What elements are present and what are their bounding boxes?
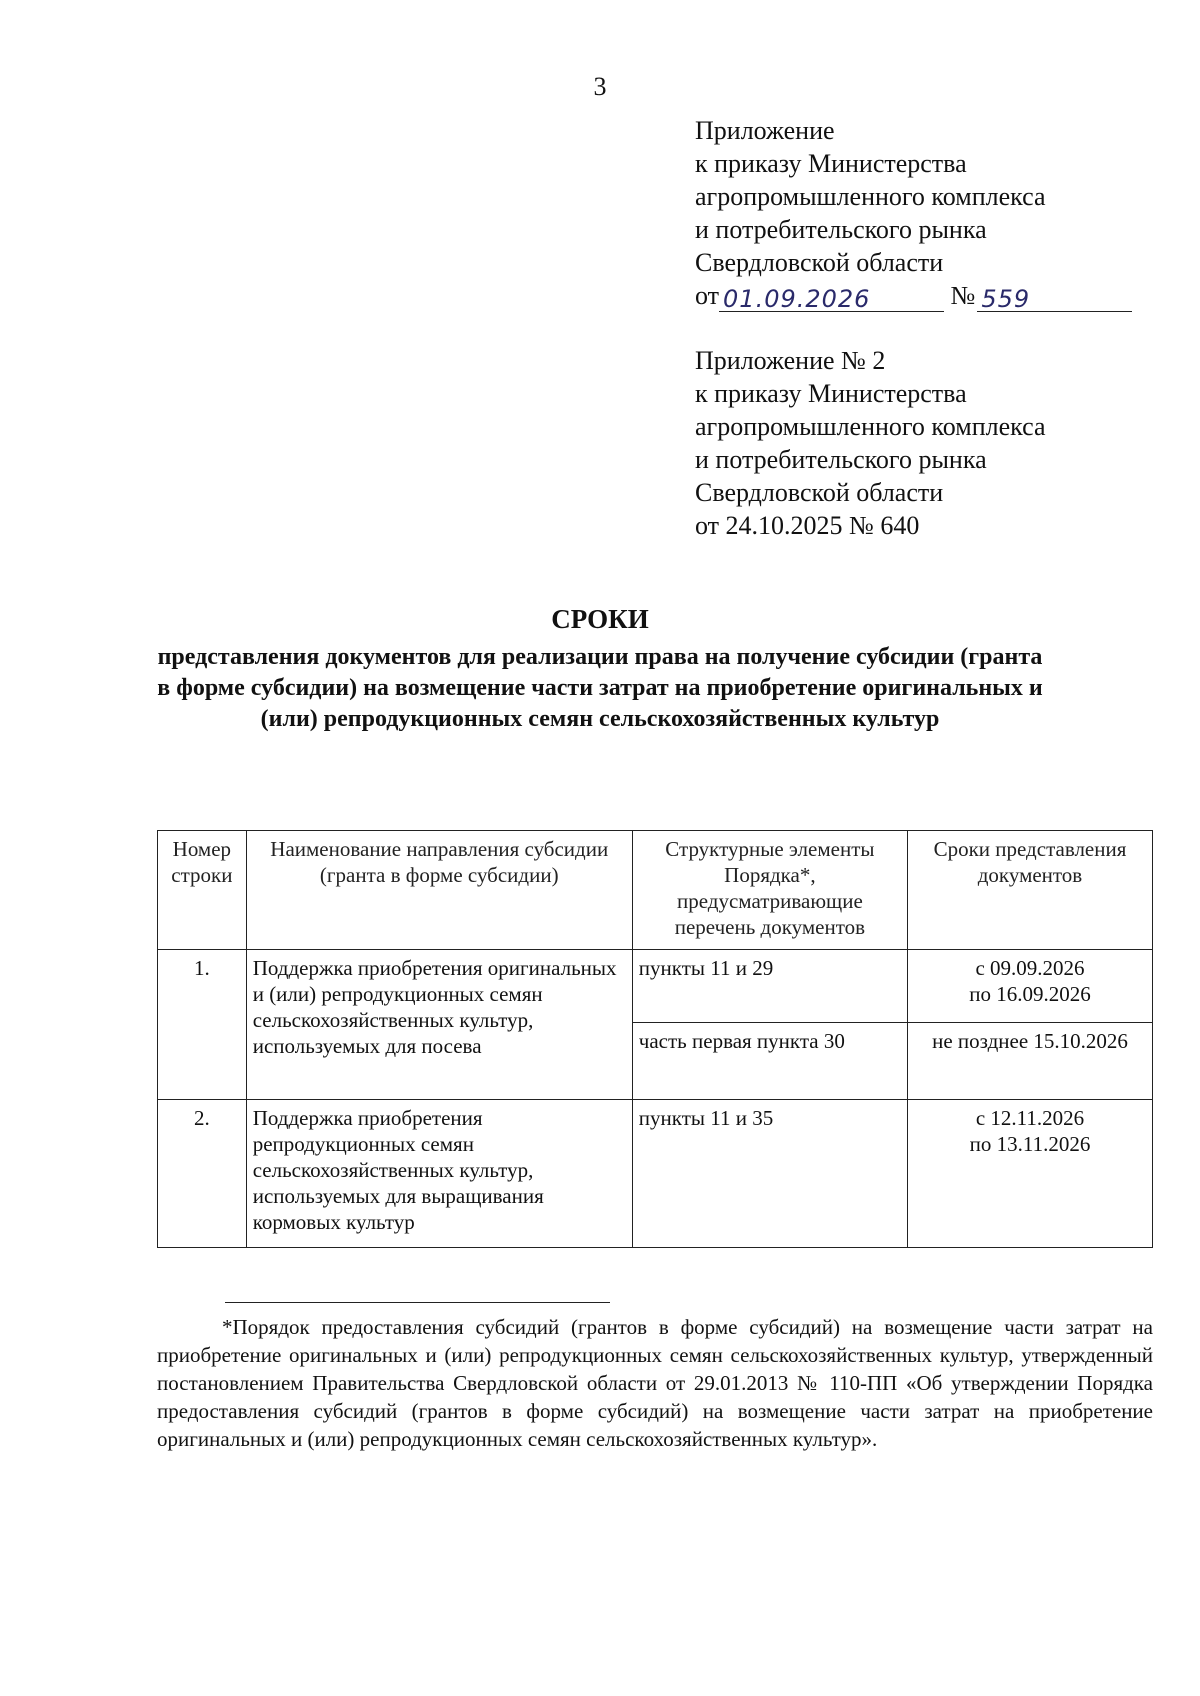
deadline-to: по 13.11.2026 — [969, 1132, 1091, 1156]
attachment-line: Свердловской области — [695, 248, 944, 277]
attachment-line: Свердловской области — [695, 478, 944, 507]
attachment-line: и потребительского рынка — [695, 215, 987, 244]
attachment-line: агропромышленного комплекса — [695, 182, 1046, 211]
header-deadlines: Сроки представления документов — [908, 831, 1153, 950]
order-number-handwritten: 559 — [981, 285, 1031, 313]
row-deadline — [908, 1100, 1153, 1248]
deadline-from: с 09.09.2026 — [975, 956, 1085, 980]
row-elements: пункты 11 и 29 — [632, 950, 907, 1023]
header-structural-elements: Структурные элементы Порядка*, предусматривающие перечень документов — [632, 831, 907, 950]
order-date-field — [719, 281, 944, 312]
header-row-number: Номер строки — [158, 831, 247, 950]
deadlines-table — [157, 830, 1153, 1248]
row-deadline — [908, 950, 1153, 1023]
row-direction: Поддержка приобретения репродукционных семян сельскохозяйственных культур, используемых для выращивания кормовых культур — [246, 1100, 632, 1248]
attachment-block-original — [695, 344, 1115, 542]
document-title: СРОКИ — [551, 604, 649, 634]
table-row — [158, 950, 1153, 1023]
footnote-separator — [225, 1302, 610, 1303]
row-deadline — [908, 1023, 1153, 1100]
page-number: 3 — [593, 72, 607, 101]
deadline-no-later: не позднее 15.10.2026 — [932, 1029, 1128, 1053]
attachment-line: к приказу Министерства — [695, 149, 967, 178]
attachment-line: агропромышленного комплекса — [695, 412, 1046, 441]
attachment-line: и потребительского рынка — [695, 445, 987, 474]
document-subtitle: представления документов для реализации права на получение субсидии (гранта в форме субсидии) на возмещение части затрат на приобретение оригинальных и (или) репродукционных семян сельскохозяйственных культур — [157, 644, 1043, 732]
row-number: 1. — [158, 950, 247, 1100]
order-number-field — [977, 281, 1132, 312]
header-direction: Наименование направления субсидии (гранта в форме субсидии) — [246, 831, 632, 950]
row-number: 2. — [158, 1100, 247, 1248]
attachment-line: к приказу Министерства — [695, 379, 967, 408]
deadline-to: по 16.09.2026 — [969, 982, 1091, 1006]
order-date-handwritten: 01.09.2026 — [723, 285, 871, 313]
table-header-row — [158, 831, 1153, 950]
row-elements: часть первая пункта 30 — [632, 1023, 907, 1100]
deadline-from: с 12.11.2026 — [975, 1106, 1085, 1130]
number-prefix: № — [950, 281, 976, 310]
date-prefix: от — [695, 281, 720, 310]
attachment-line: Приложение — [695, 116, 835, 145]
footnote: *Порядок предоставления субсидий (грантов в форме субсидий) на возмещение части затрат на приобретение оригинальных и (или) репродукционных семян сельскохозяйственных культур, утвержденный постановлением Правительства Свердловской области от 29.01.2013 № 110-ПП «Об утверждении Порядка предоставления субсидий (грантов в форме субсидий) на возмещение части затрат на приобретение оригинальных и (или) репродукционных семян сельскохозяйственных культур». — [157, 1315, 1153, 1451]
table-row — [158, 1100, 1153, 1248]
attachment-block-current — [695, 114, 1115, 312]
row-direction: Поддержка приобретения оригинальных и (или) репродукционных семян сельскохозяйственных культур, используемых для посева — [246, 950, 632, 1100]
row-elements: пункты 11 и 35 — [632, 1100, 907, 1248]
attachment-line: от 24.10.2025 № 640 — [695, 511, 920, 540]
attachment-line: Приложение № 2 — [695, 346, 886, 375]
order-date-number-line — [695, 279, 1115, 312]
